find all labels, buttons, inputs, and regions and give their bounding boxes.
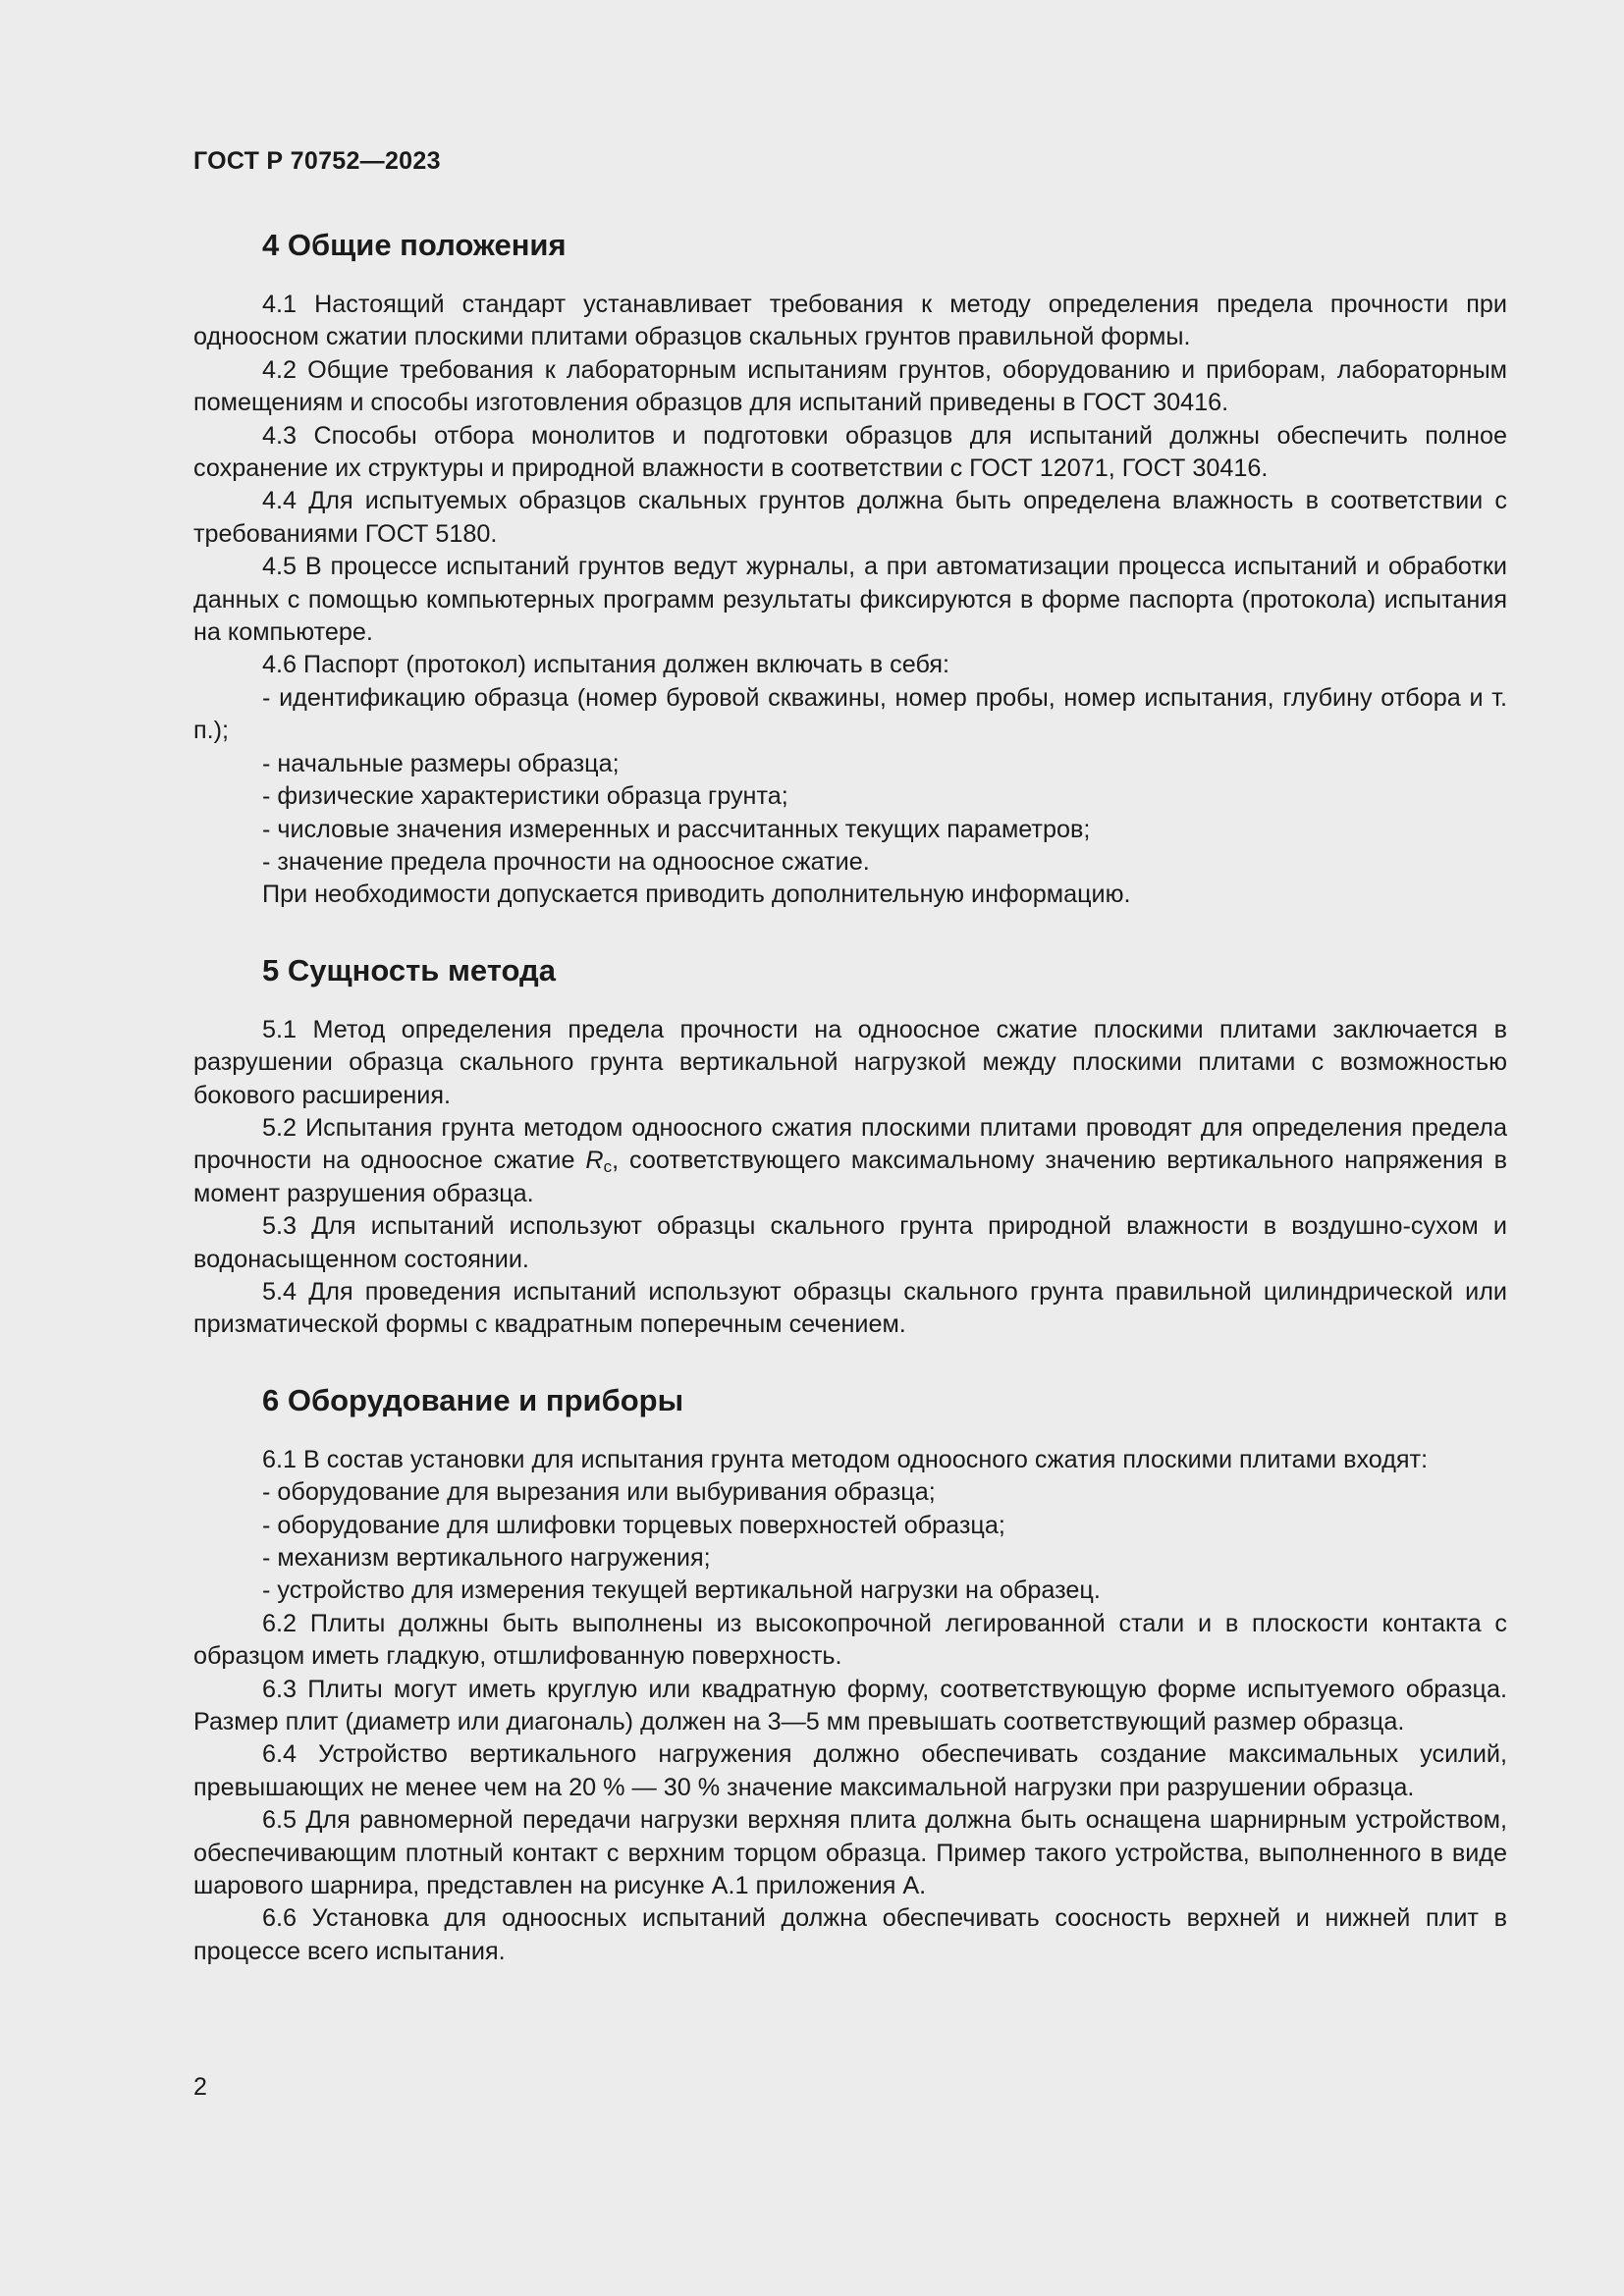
paragraph: 4.3 Способы отбора монолитов и подготовки образцов для испытаний должны обеспечить полное сохранение их структуры и природной влажности в соответствии с ГОСТ 12071, ГОСТ 30416. xyxy=(193,421,1507,483)
list-item: - идентификацию образца (номер буровой скважины, номер пробы, номер испытания, глубину отбора и т. п.); xyxy=(193,683,1507,745)
strength-symbol-subscript: c xyxy=(603,1157,613,1177)
section-title: 6 Оборудование и приборы xyxy=(262,1382,684,1417)
paragraph: 5.3 Для испытаний используют образцы скального грунта природной влажности в воздушно-сухом и водонасыщенном состоянии. xyxy=(193,1212,1507,1273)
paragraph: 6.4 Устройство вертикального нагружения должно обеспечивать создание максимальных усилий, превышающих не менее чем на 20 % — 30 % значение максимальной нагрузки при разрушении образца. xyxy=(193,1740,1507,1801)
section-title: 5 Сущность метода xyxy=(262,952,556,988)
paragraph: 4.5 В процессе испытаний грунтов ведут журналы, а при автоматизации процесса испытаний и обработки данных с помощью компьютерных программ результаты фиксируются в форме паспорта (протокола) испытания на компьютере. xyxy=(193,553,1507,647)
paragraph: 4.2 Общие требования к лабораторным испытаниям грунтов, оборудованию и приборам, лабораторным помещениям и способы изготовления образцов для испытаний приведены в ГОСТ 30416. xyxy=(193,355,1507,417)
paragraph-text: , соответствующего максимальному значению вертикального напряжения в момент разрушения образца. xyxy=(193,1147,1507,1207)
page-number: 2 xyxy=(193,2073,207,2101)
section-6-body xyxy=(193,1444,1507,1969)
list-item: - числовые значения измеренных и рассчитанных текущих параметров; xyxy=(262,815,1091,843)
section-4-body xyxy=(193,289,1507,912)
paragraph: 5.1 Метод определения предела прочности на одноосное сжатие плоскими плитами заключается в разрушении образца скального грунта вертикальной нагрузкой между плоскими плитами с возможностью бокового расширения. xyxy=(193,1015,1507,1109)
paragraph xyxy=(193,1112,1507,1210)
list-item: - физические характеристики образца грунта; xyxy=(262,782,788,811)
list-item: - оборудование для вырезания или выбуривания образца; xyxy=(262,1478,936,1507)
paragraph: При необходимости допускается приводить дополнительную информацию. xyxy=(262,881,1131,909)
paragraph: 5.4 Для проведения испытаний используют образцы скального грунта правильной цилиндрической или призматической формы с квадратным поперечным сечением. xyxy=(193,1277,1507,1339)
document-header: ГОСТ Р 70752—2023 xyxy=(193,147,441,175)
paragraph: 4.1 Настоящий стандарт устанавливает требования к методу определения предела прочности при одноосном сжатии плоскими плитами образцов скальных грунтов правильной формы. xyxy=(193,291,1507,351)
paragraph-text: 5.2 Испытания грунта методом одноосного сжатия плоскими плитами проводят для определения предела прочности на одноосное сжатие xyxy=(193,1113,1507,1175)
paragraph: 6.6 Установка для одноосных испытаний должна обеспечивать соосность верхней и нижней плит в процессе всего испытания. xyxy=(193,1904,1507,1965)
paragraph: 6.5 Для равномерной передачи нагрузки верхняя плита должна быть оснащена шарнирным устройством, обеспечивающим плотный контакт с верхним торцом образца. Пример такого устройства, выполненного в виде шарового шарнира, представлен на рисунке А.1 приложения А. xyxy=(193,1806,1507,1900)
section-title: 4 Общие положения xyxy=(262,228,567,262)
document-body xyxy=(193,216,1507,1968)
list-item: - начальные размеры образца; xyxy=(262,749,620,777)
list-item: - устройство для измерения текущей вертикальной нагрузки на образец. xyxy=(262,1576,1101,1605)
section-5-body xyxy=(193,1014,1507,1342)
paragraph: 4.6 Паспорт (протокол) испытания должен включать в себя: xyxy=(262,651,949,679)
strength-symbol: R xyxy=(585,1147,604,1175)
list-item: - значение предела прочности на одноосное сжатие. xyxy=(262,847,870,876)
paragraph: 6.2 Плиты должны быть выполнены из высокопрочной легированной стали и в плоскости контакта с образцом иметь гладкую, отшлифованную поверхность. xyxy=(193,1609,1507,1671)
list-item: - механизм вертикального нагружения; xyxy=(262,1544,711,1572)
list-item: - оборудование для шлифовки торцевых поверхностей образца; xyxy=(262,1511,1005,1539)
paragraph: 6.1 В состав установки для испытания грунта методом одноосного сжатия плоскими плитами входят: xyxy=(262,1445,1429,1473)
paragraph: 4.4 Для испытуемых образцов скальных грунтов должна быть определена влажность в соответствии с требованиями ГОСТ 5180. xyxy=(193,487,1507,548)
paragraph: 6.3 Плиты могут иметь круглую или квадратную форму, соответствующую форме испытуемого образца. Размер плит (диаметр или диагональ) должен на 3—5 мм превышать соответствующий размер образца. xyxy=(193,1675,1507,1736)
